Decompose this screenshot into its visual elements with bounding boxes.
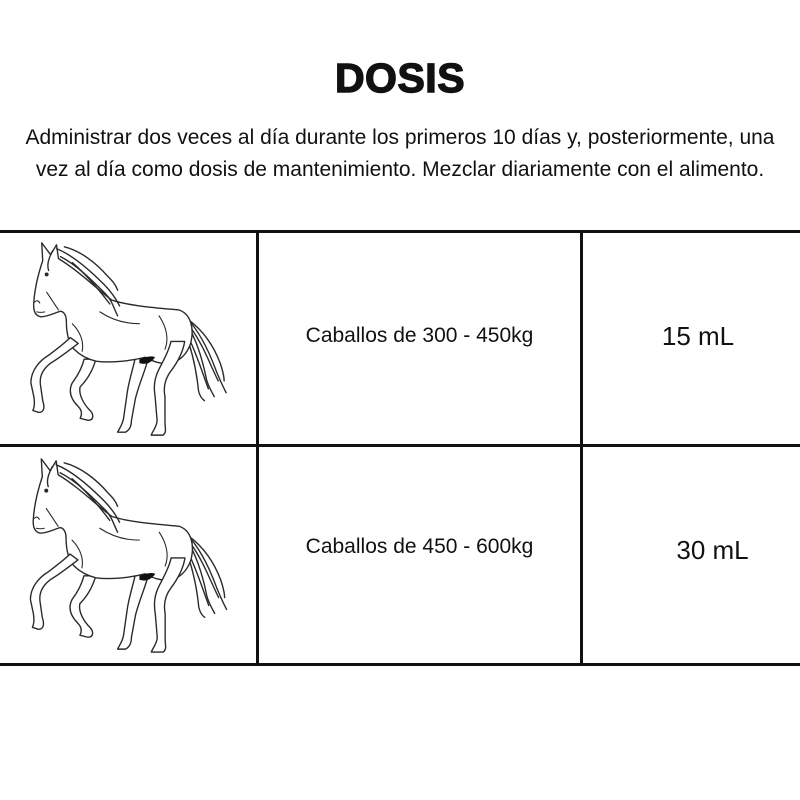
dose-value: 15 mL: [661, 321, 735, 351]
horse-illustration: [0, 233, 256, 444]
page-title: DOSIS: [334, 55, 466, 101]
horse-image-cell: [0, 233, 256, 444]
dosage-table: [0, 230, 800, 666]
instructions-line: Administrar dos veces al día durante los primeros 10 días y, posteriormente, una: [25, 126, 775, 149]
table-row: [0, 233, 800, 444]
dose-cell: [583, 447, 800, 663]
horse-illustration: [0, 447, 256, 663]
weight-range-label: Caballos de 300 - 450kg: [305, 323, 534, 347]
weight-range-cell: [259, 447, 580, 663]
table-row: [0, 447, 800, 663]
instructions-line: vez al día como dosis de mantenimiento. Mezclar diariamente con el alimento.: [35, 158, 765, 181]
dose-cell: [583, 233, 800, 444]
weight-range-cell: [259, 233, 580, 444]
table-divider: [0, 663, 800, 666]
instructions-text: [0, 122, 800, 186]
dose-value: 30 mL: [676, 535, 749, 565]
weight-range-label: Caballos de 450 - 600kg: [305, 534, 534, 558]
horse-image-cell: [0, 447, 256, 663]
